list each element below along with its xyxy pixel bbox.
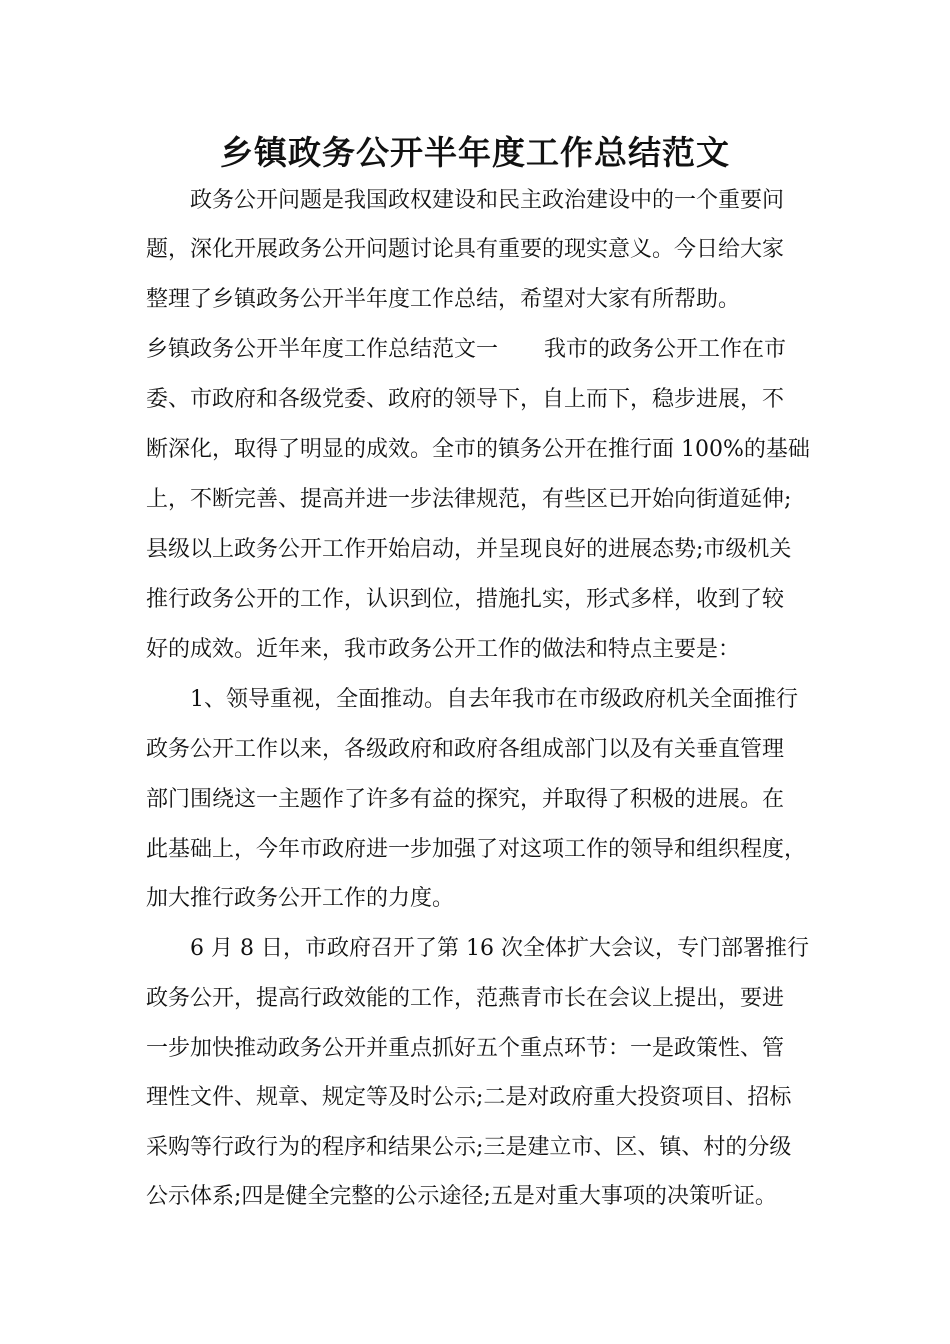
text-line: 一步加快推动政务公开并重点抓好五个重点环节：一是政策性、管	[146, 1036, 785, 1061]
text-line: 好的成效。近年来，我市政务公开工作的做法和特点主要是：	[146, 637, 741, 662]
text-line: 断深化，取得了明显的成效。全市的镇务公开在推行面 100%的基础	[146, 437, 810, 462]
text-line: 1、领导重视，全面推动。自去年我市在市级政府机关全面推行	[190, 687, 798, 712]
text-line: 政务公开问题是我国政权建设和民主政治建设中的一个重要问	[190, 188, 785, 213]
text-line: 推行政务公开的工作，认识到位，措施扎实，形式多样，收到了较	[146, 587, 785, 612]
text-line: 委、市政府和各级党委、政府的领导下，自上而下，稳步进展，不	[146, 387, 785, 412]
document-title: 乡镇政务公开半年度工作总结范文	[220, 133, 730, 172]
text-line: 政务公开工作以来，各级政府和政府各组成部门以及有关垂直管理	[146, 737, 785, 762]
text-line: 政务公开，提高行政效能的工作，范燕青市长在会议上提出，要进	[146, 986, 785, 1011]
text-line: 题，深化开展政务公开问题讨论具有重要的现实意义。今日给大家	[146, 237, 785, 262]
text-line: 公示体系;四是健全完整的公示途径;五是对重大事项的决策听证。	[146, 1184, 777, 1209]
text-line: 加大推行政务公开工作的力度。	[146, 886, 455, 911]
text-line: 采购等行政行为的程序和结果公示;三是建立市、区、镇、村的分级	[146, 1135, 792, 1160]
text-line: 上，不断完善、提高并进一步法律规范，有些区已开始向街道延伸;	[146, 487, 792, 512]
text-line: 此基础上，今年市政府进一步加强了对这项工作的领导和组织程度，	[146, 837, 807, 862]
text-line: 部门围绕这一主题作了许多有益的探究，并取得了积极的进展。在	[146, 787, 785, 812]
text-segment: 我市的政务公开工作在市	[544, 337, 787, 362]
text-line-composite	[146, 325, 816, 375]
text-line: 理性文件、规章、规定等及时公示;二是对政府重大投资项目、招标	[146, 1085, 792, 1110]
text-line: 县级以上政务公开工作开始启动，并呈现良好的进展态势;市级机关	[146, 537, 792, 562]
text-line: 整理了乡镇政务公开半年度工作总结，希望对大家有所帮助。	[146, 287, 741, 312]
text-line: 6 月 8 日，市政府召开了第 16 次全体扩大会议，专门部署推行	[190, 936, 809, 961]
section-heading: 乡镇政务公开半年度工作总结范文一	[146, 337, 499, 362]
